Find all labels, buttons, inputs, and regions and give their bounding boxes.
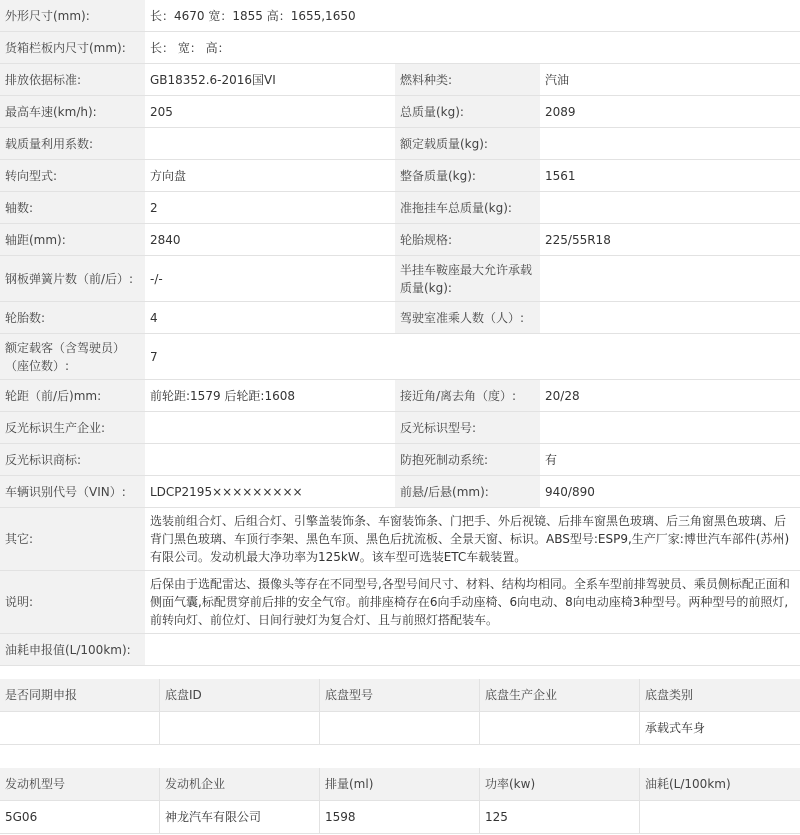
chassis-cell: 承载式车身 (640, 712, 800, 744)
label-emission: 排放依据标准: (0, 64, 145, 95)
spec-row-track (0, 380, 800, 412)
value-track: 前轮距:1579 后轮距:1608 (145, 380, 395, 411)
value-tire-spec: 225/55R18 (540, 224, 800, 255)
value-reflector-maker (145, 412, 395, 443)
engine-header-row (0, 768, 800, 801)
spec-row-speed (0, 96, 800, 128)
value-rated-load (540, 128, 800, 159)
label-load-factor: 载质量利用系数: (0, 128, 145, 159)
engine-header-cell: 发动机型号 (0, 768, 160, 800)
label-rated-load: 额定载质量(kg): (395, 128, 540, 159)
engine-data-row (0, 801, 800, 834)
label-cargo: 货箱栏板内尺寸(mm): (0, 32, 145, 63)
value-saddle-load (540, 256, 800, 301)
value-seats: 7 (145, 334, 800, 379)
label-axles: 轴数: (0, 192, 145, 223)
value-tire-count: 4 (145, 302, 395, 333)
chassis-cell (480, 712, 640, 744)
label-abs: 防抱死制动系统: (395, 444, 540, 475)
value-fuel-consumption (145, 634, 800, 665)
spec-row-wheelbase (0, 224, 800, 256)
label-cab-capacity: 驾驶室准乘人数（人）: (395, 302, 540, 333)
value-axles: 2 (145, 192, 395, 223)
label-vin: 车辆识别代号（VIN）: (0, 476, 145, 507)
spec-row-tires (0, 302, 800, 334)
value-vin: LDCP2195××××××××× (145, 476, 395, 507)
engine-header-cell: 油耗(L/100km) (640, 768, 800, 800)
value-wheelbase: 2840 (145, 224, 395, 255)
value-cargo: 长： 宽： 高： (145, 32, 800, 63)
engine-header-cell: 排量(ml) (320, 768, 480, 800)
value-abs: 有 (540, 444, 800, 475)
engine-table (0, 768, 800, 834)
value-dims: 长：4670 宽：1855 高：1655,1650 (145, 0, 800, 31)
spec-row-note (0, 571, 800, 634)
spec-row-vin (0, 476, 800, 508)
chassis-header-cell: 底盘ID (160, 679, 320, 711)
value-curb-mass: 1561 (540, 160, 800, 191)
value-trailer-mass (540, 192, 800, 223)
label-tire-count: 轮胎数: (0, 302, 145, 333)
engine-cell: 神龙汽车有限公司 (160, 801, 320, 833)
chassis-header-cell: 是否同期申报 (0, 679, 160, 711)
label-leaf-springs: 钢板弹簧片数（前/后）: (0, 256, 145, 301)
value-reflector-model (540, 412, 800, 443)
label-note: 说明: (0, 571, 145, 633)
spec-row-other (0, 508, 800, 571)
chassis-header-cell: 底盘型号 (320, 679, 480, 711)
value-reflector-brand (145, 444, 395, 475)
value-emission: GB18352.6-2016国VI (145, 64, 395, 95)
label-overhang: 前悬/后悬(mm): (395, 476, 540, 507)
spec-row-reflector (0, 412, 800, 444)
value-cab-capacity (540, 302, 800, 333)
chassis-header-cell: 底盘生产企业 (480, 679, 640, 711)
label-reflector-brand: 反光标识商标: (0, 444, 145, 475)
engine-cell (640, 801, 800, 833)
label-fuel-type: 燃料种类: (395, 64, 540, 95)
chassis-cell (0, 712, 160, 744)
value-other: 选装前组合灯、后组合灯、引擎盖装饰条、车窗装饰条、门把手、外后视镜、后排车窗黑色玻璃、后三角窗黑色玻璃、后背门黑色玻璃、车顶行李架、黑色车顶、黑色后扰流板、全景天窗、标识。ABS型号:ESP9,生产厂家:博世汽车部件(苏州)有限公司。发动机最大净功率为125kW。该车型可选装ETC车载装置。 (145, 508, 800, 570)
value-total-mass: 2089 (540, 96, 800, 127)
label-reflector-maker: 反光标识生产企业: (0, 412, 145, 443)
chassis-cell (320, 712, 480, 744)
label-total-mass: 总质量(kg): (395, 96, 540, 127)
value-approach-angle: 20/28 (540, 380, 800, 411)
value-overhang: 940/890 (540, 476, 800, 507)
spec-row-cargo (0, 32, 800, 64)
value-note: 后保由于选配雷达、摄像头等存在不同型号,各型号间尺寸、材料、结构均相同。全系车型前排驾驶员、乘员侧标配正面和侧面气囊,标配贯穿前后排的安全气帘。前排座椅存在6向手动座椅、6向电动、8向电动座椅3种型号。两种型号的前照灯,前转向灯、前位灯、日间行驶灯为复合灯、且与前照灯搭配装车。 (145, 571, 800, 633)
value-max-speed: 205 (145, 96, 395, 127)
spec-row-load (0, 128, 800, 160)
label-steering: 转向型式: (0, 160, 145, 191)
chassis-data-row (0, 712, 800, 745)
spec-row-steering (0, 160, 800, 192)
spec-row-springs (0, 256, 800, 302)
spec-row-abs (0, 444, 800, 476)
engine-header-cell: 功率(kw) (480, 768, 640, 800)
label-saddle-load: 半挂车鞍座最大允许承载质量(kg): (395, 256, 540, 301)
engine-cell: 125 (480, 801, 640, 833)
value-fuel-type: 汽油 (540, 64, 800, 95)
label-fuel-consumption: 油耗申报值(L/100km): (0, 634, 145, 665)
label-wheelbase: 轴距(mm): (0, 224, 145, 255)
label-other: 其它: (0, 508, 145, 570)
label-max-speed: 最高车速(km/h): (0, 96, 145, 127)
spec-row-axles (0, 192, 800, 224)
chassis-table (0, 679, 800, 745)
value-load-factor (145, 128, 395, 159)
engine-cell: 1598 (320, 801, 480, 833)
label-curb-mass: 整备质量(kg): (395, 160, 540, 191)
value-leaf-springs: -/- (145, 256, 395, 301)
label-track: 轮距（前/后)mm: (0, 380, 145, 411)
chassis-header-row (0, 679, 800, 712)
spec-row-emission (0, 64, 800, 96)
chassis-header-cell: 底盘类别 (640, 679, 800, 711)
label-reflector-model: 反光标识型号: (395, 412, 540, 443)
spec-row-dims (0, 0, 800, 32)
label-trailer-mass: 准拖挂车总质量(kg): (395, 192, 540, 223)
label-dims: 外形尺寸(mm): (0, 0, 145, 31)
label-seats: 额定载客（含驾驶员）（座位数）: (0, 334, 145, 379)
label-tire-spec: 轮胎规格: (395, 224, 540, 255)
chassis-cell (160, 712, 320, 744)
spec-row-seats (0, 334, 800, 380)
engine-header-cell: 发动机企业 (160, 768, 320, 800)
spec-row-fuel (0, 634, 800, 666)
engine-cell: 5G06 (0, 801, 160, 833)
value-steering: 方向盘 (145, 160, 395, 191)
label-approach-angle: 接近角/离去角（度）: (395, 380, 540, 411)
